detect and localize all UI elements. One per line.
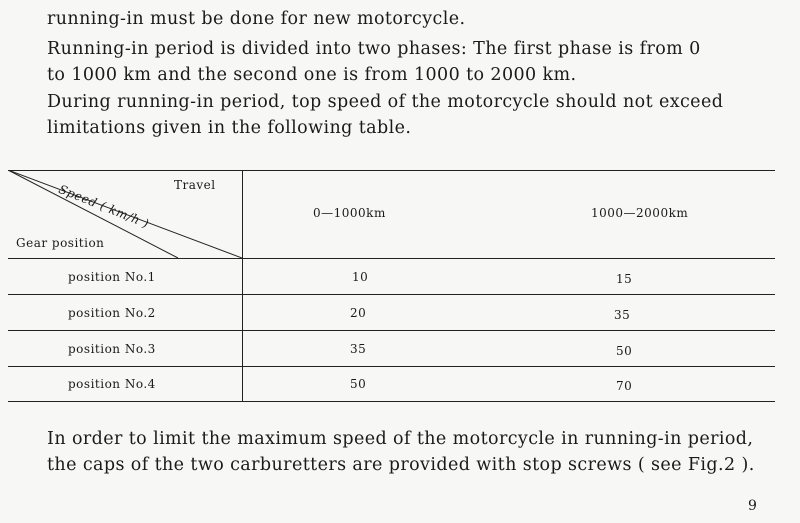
row-3-gear: position No.3 bbox=[68, 342, 156, 356]
paragraph-speed-limit-line-2: limitations given in the following table. bbox=[47, 118, 412, 138]
page-number: 9 bbox=[748, 498, 757, 514]
row-4-value-2: 70 bbox=[616, 379, 633, 393]
row-1-value-1: 10 bbox=[352, 270, 369, 284]
paragraph-speed-limit bbox=[47, 89, 723, 141]
paragraph-speed-limit-line-1: During running-in period, top speed of the motorcycle should not exceed bbox=[47, 92, 724, 112]
table-header-rule bbox=[8, 258, 775, 259]
paragraph-phases-line-1: Running-in period is divided into two phases: The first phase is from 0 bbox=[47, 39, 701, 59]
row-2-value-1: 20 bbox=[350, 306, 367, 320]
table-bottom-rule bbox=[8, 401, 775, 402]
row-3-value-1: 35 bbox=[350, 342, 367, 356]
header-speed-label: Speed ( km/h ) bbox=[56, 182, 152, 231]
row-3-value-2: 50 bbox=[616, 344, 633, 358]
header-col-1000-2000: 1000—2000km bbox=[591, 206, 689, 220]
speed-limit-table bbox=[8, 170, 775, 402]
table-row-rule bbox=[8, 294, 775, 295]
row-1-value-2: 15 bbox=[616, 272, 633, 286]
table-column-divider bbox=[242, 170, 243, 402]
row-1-gear: position No.1 bbox=[68, 270, 156, 284]
row-2-gear: position No.2 bbox=[68, 306, 156, 320]
table-row-rule bbox=[8, 330, 775, 331]
row-4-value-1: 50 bbox=[350, 377, 367, 391]
header-col-0-1000: 0—1000km bbox=[313, 206, 386, 220]
row-2-value-2: 35 bbox=[614, 308, 631, 322]
header-travel-label: Travel bbox=[174, 178, 216, 192]
paragraph-intro: running-in must be done for new motorcycle. bbox=[47, 9, 466, 29]
paragraph-stop-screws bbox=[47, 426, 755, 478]
table-row-rule bbox=[8, 366, 775, 367]
paragraph-stop-screws-line-2: the caps of the two carburetters are provided with stop screws ( see Fig.2 ). bbox=[47, 455, 755, 475]
header-gear-label: Gear position bbox=[16, 236, 105, 250]
row-4-gear: position No.4 bbox=[68, 377, 156, 391]
paragraph-phases-line-2: to 1000 km and the second one is from 1000 to 2000 km. bbox=[47, 65, 577, 85]
paragraph-stop-screws-line-1: In order to limit the maximum speed of the motorcycle in running-in period, bbox=[47, 429, 754, 449]
paragraph-phases bbox=[47, 36, 701, 88]
